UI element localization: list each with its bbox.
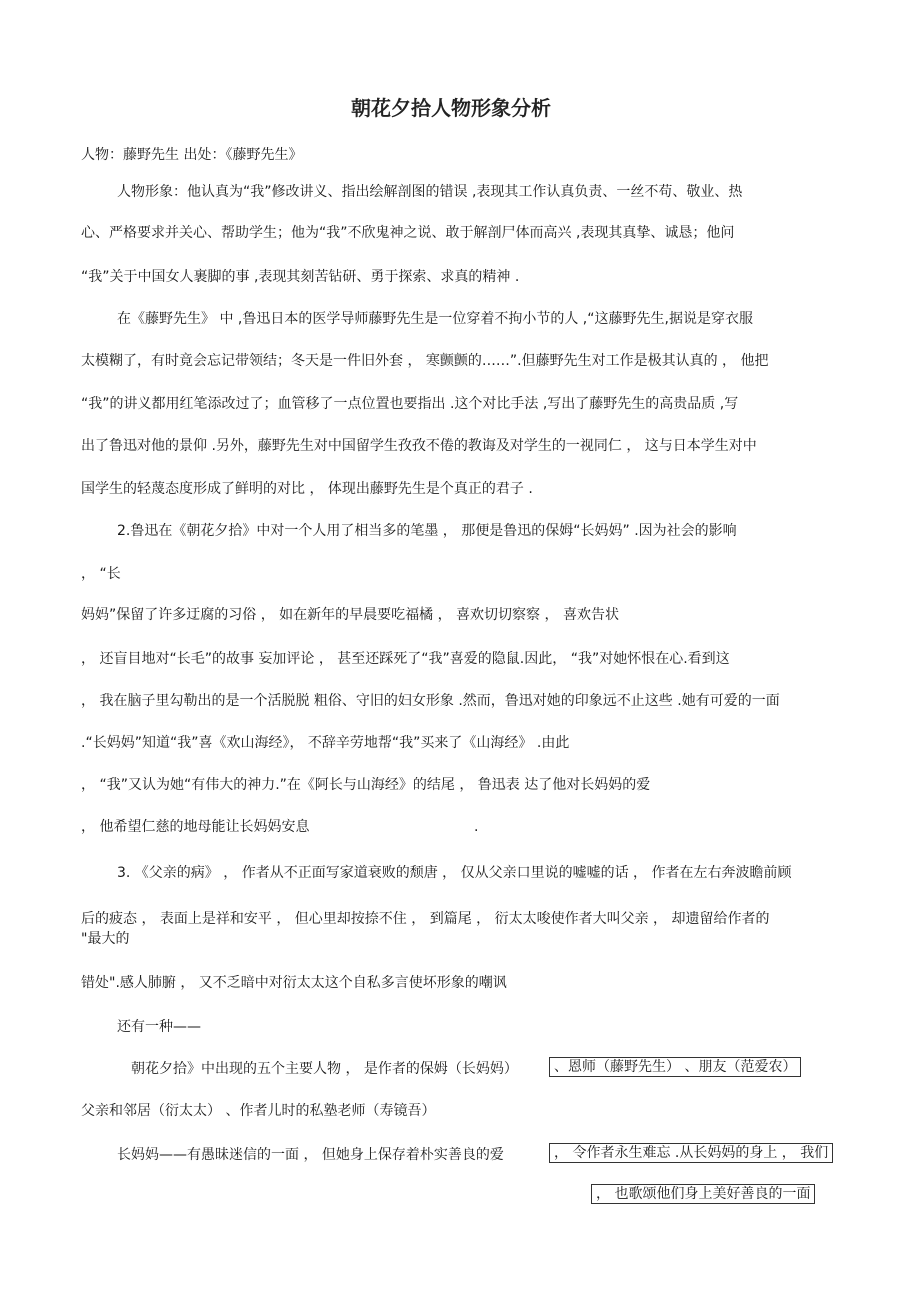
paragraph-line: 在《藤野先生》 中 ,鲁迅日本的医学导师藤野先生是一位穿着不拘小节的人 ,“这藤野先生,据说是穿衣服: [117, 311, 753, 327]
paragraph-line: 朝花夕拾》中出现的五个主要人物 ， 是作者的保姆（长妈妈）: [131, 1061, 518, 1077]
paragraph-line: 心、严格要求并关心、帮助学生；他为“我”不欣鬼神之说、敢于解剖尸体而高兴 ,表现其真挚、诚恳；他问: [81, 225, 735, 241]
boxed-text: ， 也歌颂他们身上美好善良的一面: [591, 1184, 815, 1204]
paragraph-line: 2.鲁迅在《朝花夕拾》中对一个人用了相当多的笔墨 ， 那便是鲁迅的保姆“长妈妈” .因为社会的影响: [117, 523, 737, 539]
paragraph-line: 出了鲁迅对他的景仰 .另外，藤野先生对中国留学生孜孜不倦的教诲及对学生的一视同仁 ， 这与日本学生对中: [81, 438, 757, 454]
paragraph-line: ， 还盲目地对“长毛”的故事 妄加评论 ， 甚至还踩死了“我”喜爱的隐鼠.因此， “我”对她怀恨在心.看到这: [81, 651, 730, 667]
paragraph-line: “我”关于中国女人裹脚的事 ,表现其刻苦钻研、勇于探索、求真的精神 .: [81, 269, 520, 285]
paragraph-line: "最大的: [81, 931, 130, 947]
paragraph-line: 3. 《父亲的病》 ， 作者从不正面写家道衰败的颓唐 ， 仅从父亲口里说的嘘嘘的话 ， 作者在左右奔波瞻前顾: [117, 865, 792, 881]
paragraph-line: ， “我”又认为她“有伟大的神力.”在《阿长与山海经》的结尾 ， 鲁迅表 达了他对长妈妈的爱: [81, 777, 651, 793]
boxed-text: 、恩师（藤野先生） 、朋友（范爱农）: [549, 1057, 801, 1077]
paragraph-line: 太模糊了，有时竟会忘记带领结；冬天是一件旧外套 ， 寒颤颤的……”.但藤野先生对工作是极其认真的 ， 他把: [81, 353, 769, 369]
paragraph-line: .: [474, 819, 479, 835]
paragraph-line: 长妈妈——有愚昧迷信的一面 ， 但她身上保存着朴实善良的爱: [117, 1147, 504, 1163]
paragraph-line: ， 他希望仁慈的地母能让长妈妈安息: [81, 819, 310, 835]
paragraph-line: 国学生的轻蔑态度形成了鲜明的对比 ， 体现出藤野先生是个真正的君子 .: [81, 481, 533, 497]
paragraph-line: 人物形象：他认真为“我”修改讲义、指出绘解剖图的错误 ,表现其工作认真负责、一丝不苟、敬业、热: [117, 184, 743, 200]
paragraph-line: 后的疲态 ， 表面上是祥和安平 ， 但心里却按捺不住 ， 到篇尾 ， 衍太太唆使作者大叫父亲 ， 却遗留给作者的: [81, 911, 770, 927]
meta-line: 人物：藤野先生 出处：《藤野先生》: [81, 147, 303, 163]
paragraph-line: ， “长: [81, 566, 121, 582]
page-title: 朝花夕拾人物形象分析: [351, 96, 551, 120]
paragraph-line: “我”的讲义都用红笔添改过了；血管移了一点位置也要指出 .这个对比手法 ,写出了藤野先生的高贵品质 ,写: [81, 396, 739, 412]
paragraph-line: 还有一种——: [117, 1019, 201, 1035]
paragraph-line: .“长妈妈”知道“我”喜《欢山海经》， 不辞辛劳地帮“我”买来了《山海经》 .由此: [81, 735, 570, 751]
paragraph-line: 妈妈”保留了许多迂腐的习俗 ， 如在新年的早晨要吃福橘 ， 喜欢切切察察 ， 喜欢告状: [81, 607, 619, 623]
paragraph-line: 父亲和邻居（衍太太） 、作者儿时的私塾老师（寿镜吾）: [81, 1103, 436, 1119]
paragraph-line: ， 我在脑子里勾勒出的是一个活脱脱 粗俗、守旧的妇女形象 .然而，鲁迅对她的印象远不止这些 .她有可爱的一面: [81, 693, 780, 709]
paragraph-line: 错处".感人肺腑 ， 又不乏暗中对衍太太这个自私多言使坏形象的嘲讽: [81, 975, 507, 991]
boxed-text: ， 令作者永生难忘 .从长妈妈的身上 ， 我们: [549, 1143, 833, 1163]
